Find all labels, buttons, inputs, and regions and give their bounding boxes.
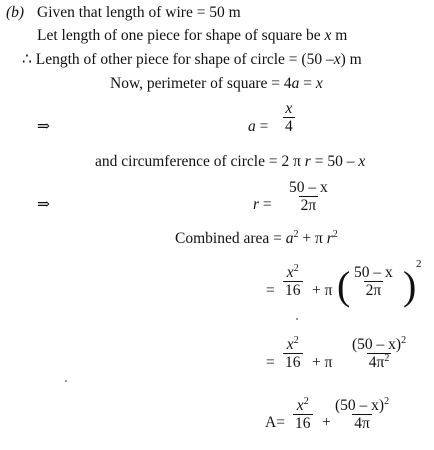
var-a: a <box>285 230 294 247</box>
perimeter-line <box>110 75 323 93</box>
fraction-r <box>287 179 330 214</box>
let-text: Let length of one piece for shape of square be <box>37 27 321 44</box>
fraction-x2-over-16 <box>283 336 303 371</box>
perimeter-label: Now, perimeter of square = <box>110 75 280 92</box>
numerator: x <box>285 100 293 117</box>
exponent: 2 <box>293 229 299 240</box>
fraction-50-minus-x-sq-over-4pi <box>333 397 391 432</box>
var-A: A <box>265 414 277 431</box>
var-x: x <box>324 27 332 44</box>
numerator <box>350 336 408 353</box>
numerator <box>295 397 311 414</box>
var-x: x <box>358 153 366 170</box>
numerator <box>285 264 301 281</box>
scan-speck <box>296 318 298 320</box>
var-x: x <box>286 264 294 281</box>
other-piece-line <box>22 51 362 69</box>
var-x: x <box>333 51 341 68</box>
other-piece-close: ) m <box>340 51 362 68</box>
fraction-x2-over-16 <box>293 397 313 432</box>
exponent: 2 <box>332 229 338 240</box>
numerator <box>333 397 391 414</box>
exponent: 2 <box>401 335 407 346</box>
denominator: 16 <box>285 282 301 299</box>
equals: = <box>276 414 285 431</box>
var-x: x <box>296 397 304 414</box>
r-equals <box>253 196 272 214</box>
exponent: 2 <box>416 258 422 270</box>
var-x: x <box>286 336 294 353</box>
equals: = <box>266 282 275 299</box>
combined-area-line <box>175 230 338 248</box>
therefore-symbol: ∴ <box>22 51 32 68</box>
numerator <box>285 336 301 353</box>
denominator: 2π <box>300 197 317 214</box>
fraction-50-minus-x-over-2pi <box>352 264 395 299</box>
var-r: r <box>304 153 311 170</box>
scan-speck <box>65 380 67 382</box>
given-line: Given that length of wire = 50 m <box>37 4 241 21</box>
denominator: 4 <box>285 118 293 135</box>
denominator: 16 <box>295 415 311 432</box>
circumference-line <box>95 153 365 171</box>
other-piece-text: Length of other piece for shape of circle = (50 – <box>35 51 334 68</box>
equals: = <box>266 354 275 371</box>
plus-pi: + π <box>302 230 323 247</box>
numerator: 50 – x <box>289 179 328 196</box>
combined-area-label: Combined area = <box>175 230 282 247</box>
binomial: (50 – x) <box>352 336 402 353</box>
var-a: a <box>248 118 256 135</box>
circumference-label: and circumference of circle = <box>95 153 278 170</box>
denominator: 4π <box>354 415 370 432</box>
fraction-x-over-4 <box>283 100 295 135</box>
four-pi: 4π <box>368 354 385 371</box>
exponent: 2 <box>303 396 309 407</box>
equals: = <box>262 196 272 213</box>
part-label: (b) <box>6 4 25 21</box>
left-paren: ( <box>337 263 351 308</box>
equals: = <box>303 75 312 92</box>
exponent: 2 <box>384 396 390 407</box>
plus-pi: + π <box>312 282 333 299</box>
let-line <box>37 27 347 45</box>
implies-arrow: ⇒ <box>37 118 50 135</box>
plus-pi: + π <box>312 354 333 371</box>
denominator: 2π <box>365 282 382 299</box>
exponent: 2 <box>293 335 299 346</box>
fraction-50-minus-x-sq-over-4pi-sq <box>350 336 408 371</box>
denominator <box>367 353 392 371</box>
area-equals <box>265 414 285 432</box>
right-paren: ) <box>403 263 417 308</box>
two-pi: 2 π <box>281 153 301 170</box>
equals-50-minus: = 50 – <box>314 153 355 170</box>
fraction-x2-over-16 <box>283 264 303 299</box>
binomial: (50 – x) <box>335 397 385 414</box>
equals: = <box>259 118 269 135</box>
var-r: r <box>326 230 333 247</box>
implies-arrow: ⇒ <box>37 196 50 213</box>
a-equals <box>248 118 268 136</box>
denominator: 16 <box>285 354 301 371</box>
plus: + <box>322 414 331 431</box>
var-r: r <box>253 196 260 213</box>
numerator: 50 – x <box>354 264 393 281</box>
var-x: x <box>315 75 323 92</box>
num-4: 4 <box>283 75 292 92</box>
exponent: 2 <box>293 263 299 274</box>
unit-m: m <box>335 27 348 44</box>
exponent: 2 <box>384 353 390 364</box>
var-a: a <box>291 75 300 92</box>
